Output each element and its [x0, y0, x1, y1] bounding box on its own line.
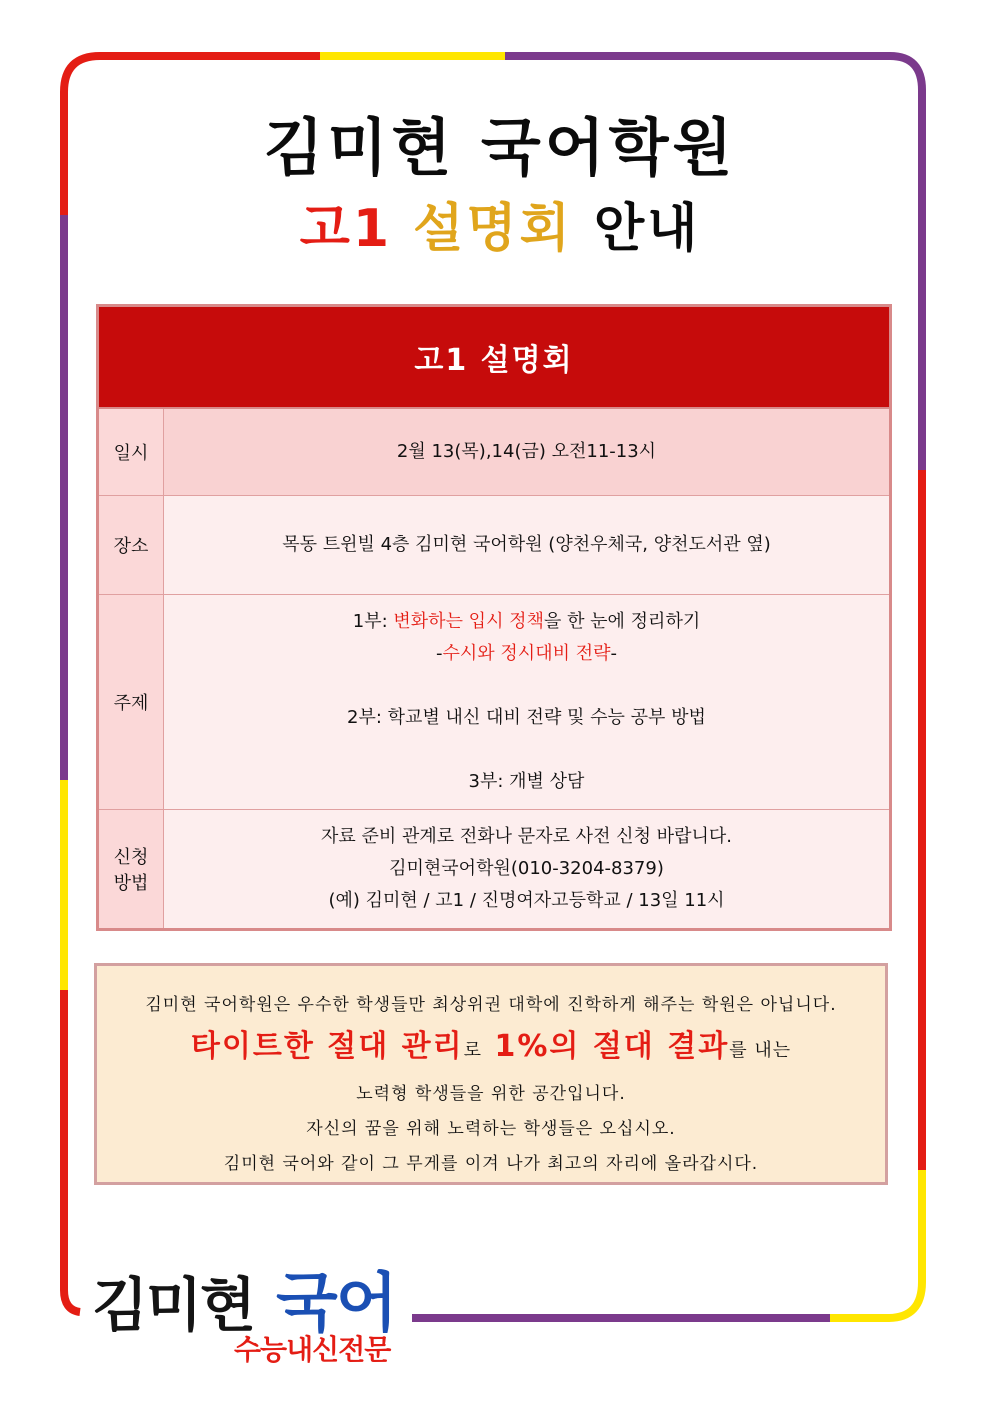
page-title: 김미현 국어학원 — [263, 111, 737, 184]
date-label: 일시 — [98, 408, 164, 496]
topic-part1-sub-highlight: 수시와 정시대비 전략 — [442, 643, 611, 664]
topic-dash-right: - — [610, 643, 617, 664]
topic-part3: 3부: 개별 상담 — [468, 771, 585, 792]
place-value: 목동 트윈빌 4층 김미현 국어학원 (양천우체국, 양천도서관 옆) — [164, 496, 891, 595]
subtitle-event: 설명회 — [413, 199, 573, 259]
table-row-place — [98, 496, 891, 595]
topic-value — [164, 595, 891, 810]
subtitle-guide: 안내 — [593, 199, 701, 259]
table-row-date — [98, 408, 891, 496]
academy-logo — [88, 1252, 428, 1366]
apply-label-line2: 방법 — [113, 873, 149, 894]
page-subtitle — [0, 186, 1000, 261]
apply-line1: 자료 준비 관계로 전화나 문자로 사전 신청 바랍니다. — [321, 826, 732, 847]
notice-line4: 자신의 꿈을 위해 노력하는 학생들은 오십시오. — [306, 1119, 676, 1139]
topic-part1-suffix: 을 한 눈에 정리하기 — [543, 611, 701, 632]
date-value: 2월 13(목),14(금) 오전11-13시 — [164, 408, 891, 496]
slogan-particle-a: 로 — [463, 1040, 483, 1061]
topic-part2: 2부: 학교별 내신 대비 전략 및 수능 공부 방법 — [347, 707, 706, 728]
apply-phone: 김미현국어학원(010-3204-8379) — [389, 858, 664, 879]
apply-label-line1: 신청 — [113, 847, 149, 868]
notice-line1: 김미현 국어학원은 우수한 학생들만 최상위권 대학에 진학하게 해주는 학원은 아닙니다. — [145, 995, 837, 1015]
info-table-heading: 고1 설명회 — [98, 306, 891, 409]
notice-box — [94, 963, 888, 1185]
notice-line3: 노력형 학생들을 위한 공간입니다. — [356, 1084, 626, 1104]
topic-label: 주제 — [98, 595, 164, 810]
logo-subject: 국어 — [276, 1267, 396, 1341]
table-row-topic — [98, 595, 891, 810]
slogan-particle-b: 를 내는 — [729, 1040, 792, 1061]
table-row-apply — [98, 810, 891, 930]
info-table — [96, 304, 892, 931]
subtitle-grade: 고1 — [299, 199, 393, 259]
topic-part1-highlight: 변화하는 입시 정책 — [393, 611, 544, 632]
slogan-part-a: 타이트한 절대 관리 — [190, 1029, 464, 1064]
place-label: 장소 — [98, 496, 164, 595]
topic-part1-sub — [165, 638, 888, 670]
apply-example: (예) 김미현 / 고1 / 진명여자고등학교 / 13일 11시 — [328, 890, 725, 911]
notice-line5: 김미현 국어와 같이 그 무게를 이겨 나가 최고의 자리에 올라갑시다. — [223, 1154, 759, 1174]
logo-tagline: 수능내신전문 — [234, 1333, 391, 1366]
topic-part1-prefix: 1부: — [352, 611, 394, 632]
topic-part1 — [165, 606, 888, 638]
slogan-part-b: 1%의 절대 결과 — [494, 1029, 730, 1064]
apply-label — [98, 810, 164, 930]
notice-slogan — [97, 1021, 885, 1065]
apply-value — [164, 810, 891, 930]
logo-name: 김미현 — [92, 1271, 255, 1339]
topic-dash-left: - — [436, 643, 443, 664]
